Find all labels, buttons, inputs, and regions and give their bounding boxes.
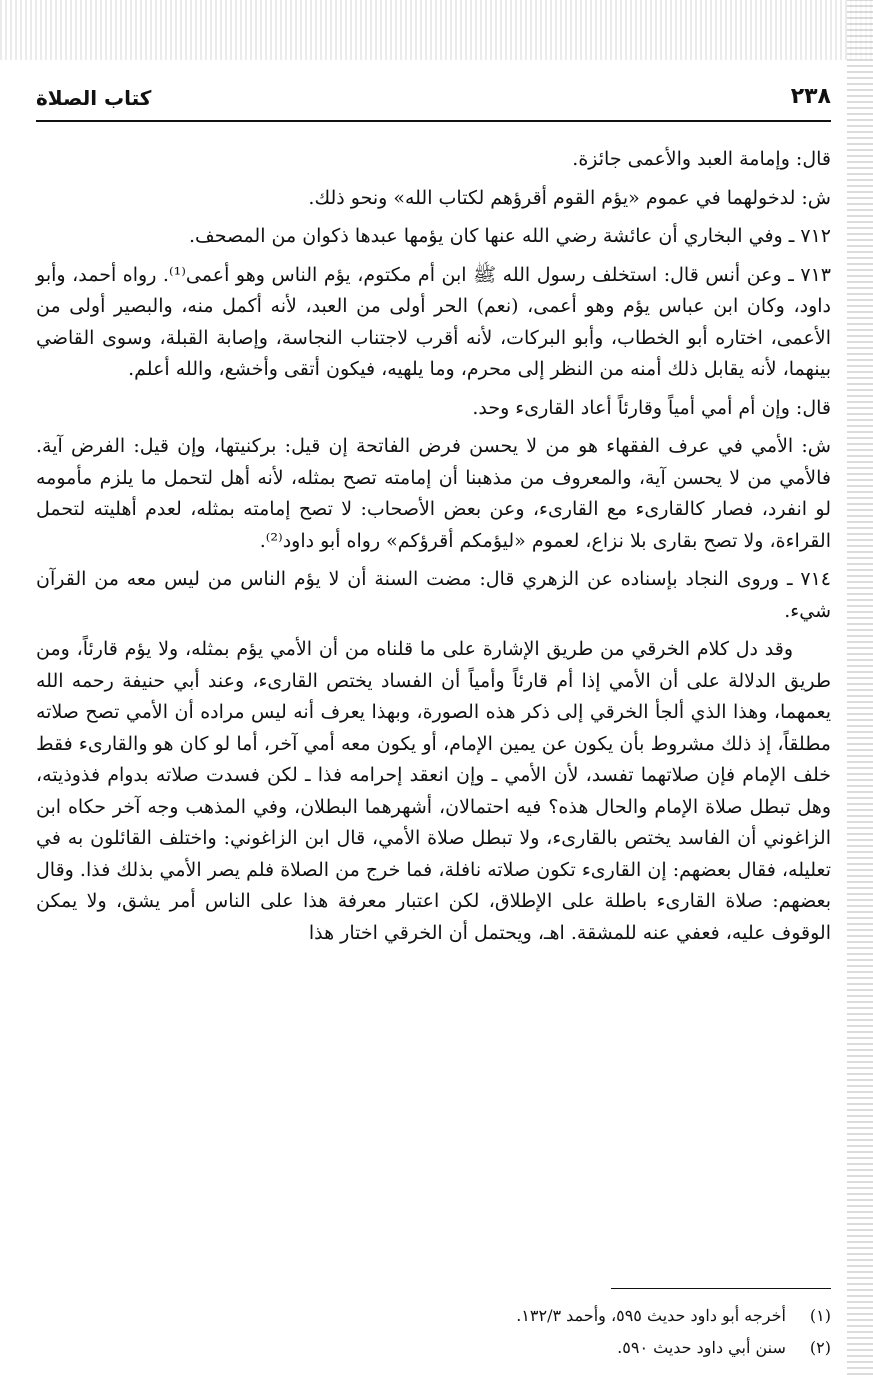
footnote — [36, 1338, 831, 1357]
page-number: ٢٣٨ — [790, 84, 831, 109]
paragraph: قال: وإن أم أمي أمياً وقارئاً أعاد القارىء وحد. — [472, 396, 831, 419]
footnote-text: أخرجه أبو داود حديث ٥٩٥، وأحمد ١٣٢/٣. — [516, 1306, 786, 1325]
paragraph: قال: وإمامة العبد والأعمى جائزة. — [572, 148, 831, 170]
footnote — [36, 1306, 831, 1325]
page-header — [36, 84, 831, 122]
decorative-side-border — [847, 0, 873, 1375]
footnote-text: سنن أبي داود حديث ٥٩٠. — [617, 1338, 786, 1357]
main-text — [36, 144, 831, 956]
book-title: كتاب الصلاة — [36, 86, 152, 110]
paragraph: ش: لدخولهما في عموم «يؤم القوم أقرؤهم لكتاب الله» ونحو ذلك. — [308, 186, 831, 209]
paragraph: ٧١٢ ـ وفي البخاري أن عائشة رضي الله عنها كان يؤمها عبدها ذكوان من المصحف. — [189, 225, 831, 247]
footnote-mark: (١) — [809, 1306, 831, 1325]
book-page — [36, 60, 831, 1360]
paragraph: ٧١٣ ـ وعن أنس قال: استخلف رسول الله ﷺ ابن أم مكتوم، يؤم الناس وهو أعمى⁽¹⁾. رواه أحمد، وأبو داود، وكان ابن عباس يؤم وهو أعمى، (نعم) الحر أولى من العبد، لأنه أكمل منه، والبصير أولى من الأعمى، اختاره أبو الخطاب، وأبو البركات، لأنه أقرب لاجتناب النجاسة، وإصابة القبلة، وسوى القاضي بينهما، لأنه يقابل ذلك أمنه من النظر إلى محرم، وما يلهيه، فيكون أتقى وأخشع، والله أعلم. — [36, 263, 831, 380]
paragraph: وقد دل كلام الخرقي من طريق الإشارة على ما قلناه من أن الأمي يؤم بمثله، ولا يؤم قارئاً، ومن طريق الدلالة على أن الأمي إذا أم قارئاً وأمياً أن الفساد يختص القارىء، وعند أبي حنيفة رحمه الله يعمهما، وهذا الذي ألجأ الخرقي إلى ذكر هذه الصورة، وبهذا يعرف أنه ليس مراده أن الأمي تصح صلاته مطلقاً، إذ ذلك مشروط بأن يكون عن يمين الإمام، أو يكون معه أمي آخر، أما لو كان هو والقارىء فقط خلف الإمام فإن صلاتهما تفسد، لأن الأمي ـ وإن انعقد إحرامه فذا ـ لكن فسدت صلاته بدوام فذوذيته، وهل تبطل صلاة الإمام والحال هذه؟ فيه احتمالان، أشهرهما البطلان، وفي المذهب وجه آخر حكاه ابن الزاغوني أن الفاسد يختص بالقارىء، ولا تبطل صلاة الأمي، قال ابن الزاغوني: واختلف القائلون به في تعليله، فقال بعضهم: إن القارىء تكون صلاته نافلة، فما خرج من الصلاة فلم يصر الأمي بذلك فذا. وقال بعضهم: صلاة القارىء باطلة على الإطلاق، لكن اعتبار معرفة هذا على الناس أمر يشق، ولا يمكن الوقوف عليه، فعفي عنه للمشقة. اهـ، ويحتمل أن الخرقي اختار هذا — [36, 638, 831, 944]
decorative-top-border — [0, 0, 873, 60]
paragraph: ٧١٤ ـ وروى النجاد بإسناده عن الزهري قال: مضت السنة أن لا يؤم الناس من ليس معه من القرآن شيء. — [36, 568, 831, 622]
paragraph: ش: الأمي في عرف الفقهاء هو من لا يحسن فرض الفاتحة إن قيل: بركنيتها، وإن قيل: الفرض آية. فالأمي من لا يحسن آية، والمعروف من مذهبنا أن إمامته تصح بمثله، لأنه أهل لتحمل ما يلزم مأمومه لو انفرد، فصار كالقارىء مع القارىء، وعن بعض الأصحاب: لا تصح إمامته بمثله، لعدم أهليته لتحمل القراءة، ولا تصح بقارى بلا نزاع، لعموم «ليؤمكم أقرؤكم» رواه أبو داود⁽²⁾. — [36, 435, 831, 552]
footnote-separator — [611, 1288, 831, 1289]
footnote-mark: (٢) — [809, 1338, 831, 1357]
